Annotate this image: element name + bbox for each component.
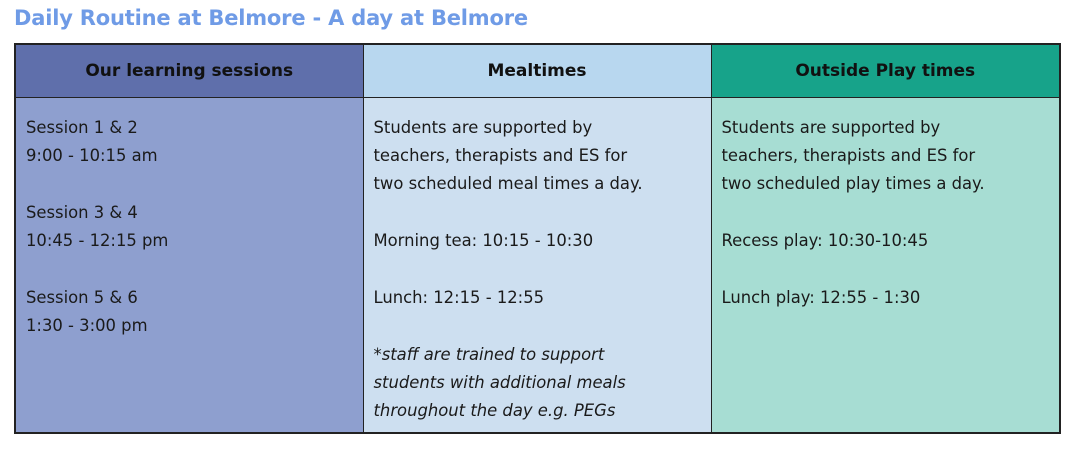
mealtimes-cell <box>363 98 711 434</box>
staff-note-line-1: *staff are trained to support <box>373 345 605 364</box>
lunch-play-time: Lunch play: 12:55 - 1:30 <box>721 288 921 307</box>
page-title: Daily Routine at Belmore - A day at Belmore <box>14 6 528 30</box>
session-5-6-name: Session 5 & 6 <box>26 288 138 307</box>
outside-play-cell <box>711 98 1060 434</box>
mealtimes-intro-line-2: teachers, therapists and ES for <box>373 146 628 165</box>
session-1-2-name: Session 1 & 2 <box>26 118 138 137</box>
learning-sessions-cell <box>15 98 363 434</box>
session-5-6-time: 1:30 - 3:00 pm <box>26 316 148 335</box>
daily-routine-table <box>14 43 1061 434</box>
session-3-4-name: Session 3 & 4 <box>26 203 138 222</box>
header-learning-sessions: Our learning sessions <box>15 44 363 98</box>
morning-tea-time: Morning tea: 10:15 - 10:30 <box>373 231 594 250</box>
session-3-4-time: 10:45 - 12:15 pm <box>26 231 169 250</box>
table-header-row <box>15 44 1060 98</box>
session-1-2-time: 9:00 - 10:15 am <box>26 146 158 165</box>
header-mealtimes: Mealtimes <box>363 44 711 98</box>
play-intro-line-1: Students are supported by <box>721 118 941 137</box>
mealtimes-intro-line-1: Students are supported by <box>373 118 593 137</box>
staff-note-line-2: students with additional meals <box>373 373 626 392</box>
lunch-time: Lunch: 12:15 - 12:55 <box>373 288 545 307</box>
table-body-row <box>15 98 1060 434</box>
play-intro-line-2: teachers, therapists and ES for <box>721 146 976 165</box>
header-outside-play-times: Outside Play times <box>711 44 1060 98</box>
play-intro-line-3: two scheduled play times a day. <box>721 174 985 193</box>
recess-play-time: Recess play: 10:30-10:45 <box>721 231 929 250</box>
staff-note-line-3: throughout the day e.g. PEGs <box>373 401 616 420</box>
mealtimes-intro-line-3: two scheduled meal times a day. <box>373 174 643 193</box>
